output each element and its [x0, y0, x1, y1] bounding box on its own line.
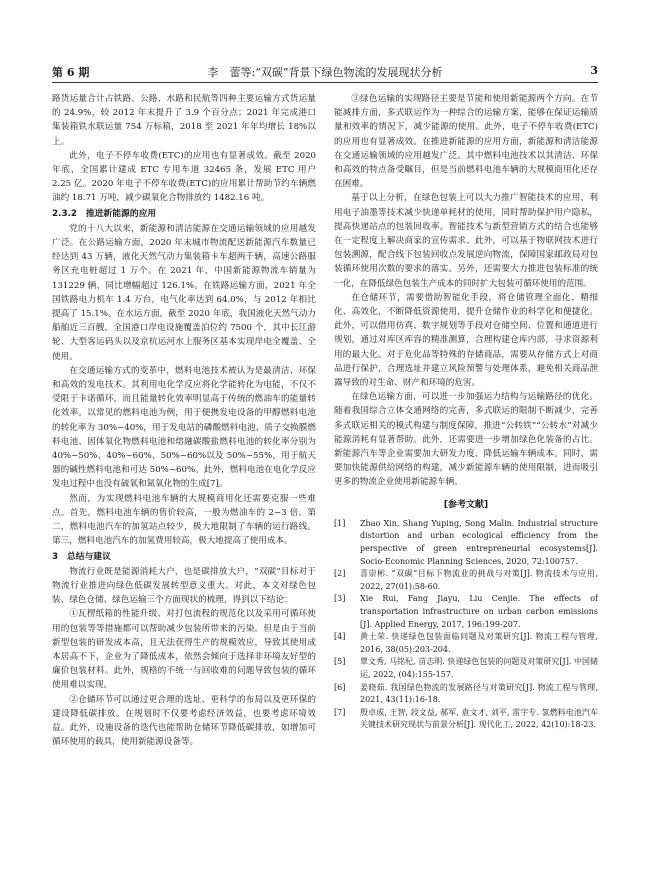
paragraph: 在仓储环节，需要借助智能化手段，将仓储管理全面化、精细化、高效化，不断降低资源使用，提升仓储作业的科学化和便捷化。此外，可以借用仿真、数字规划等手段对仓储空间、位置和通道进行规划，通过对库区库容的精准测算，合理构建仓库内部，寻求资源利用的最大化。对于危化品等特殊的存储商品，需要从存储方式上对商品进行保护，合理选址并建立风险预警与处理体系，避免相关商品泄露导致的对生命、财产和环境的危害。: [334, 292, 598, 389]
reference-number: [7]: [334, 707, 346, 717]
reference-item: [334, 518, 598, 568]
paragraph: 路货运量合计占铁路、公路、水路和民航等四种主要运输方式货运量的 24.9%，较 2012 年末提升了 3.9 个百分点；2021 年完成港口集装箱铁水联运量 754 万标箱，2018 至 2021 年年均增长 18%以上。: [52, 94, 316, 147]
reference-item: [334, 568, 598, 593]
paragraph: ①瓦楞纸箱的性能升级、对打包流程的规范化以及采用可循环使用的包装等等措施都可以帮助减少包装所带来的污染。但是由于当前新型包装的研发成本高，且无法获得生产的规模效应，导致其使用成本居高不下，企业为了降低成本，依然会倾向于选择非环境友好型的廉价包装材料。此外，规格的不统一与回收难的问题导致包装的循环使用难以实现。: [52, 609, 316, 691]
reference-number: [1]: [334, 518, 346, 528]
section-heading: 2.3.2 推进新能源的应用: [52, 208, 157, 219]
reference-text: 殷卓成, 王智, 段文益, 郝军, 袁文才, 刘平, 雷宇专. 氢燃料电池汽车关键技术研究现状与前景分析[J]. 现代化工, 2022, 42(10):18-23.: [360, 707, 598, 730]
paragraph: 在绿色运输方面，可以进一步加强运力结构与运输路径的优化。随着我国综合立体交通网络的完善，多式联运的限制不断减少，完善多式联运相关的模式构建与制度保障，推进“公转铁”“公转水”对减少能源消耗有显著帮助。此外，还需要进一步增加绿色化装备的占比。新能源汽车等企业需要加大研发力度，降低运输车辆成本。同时，需要加快能源供给网络的构建，减少新能源车辆的使用限制，进而吸引更多的物流企业使用新能源车辆。: [334, 392, 598, 488]
reference-text: Xie Rui, Fang Jiayu, Liu Cenjie. The effects of transportation infrastructure on urban carbon emissions [J]. Applied Energy, 2017, 196:199-207.: [360, 594, 598, 629]
paragraph: 此外，电子不停车收费(ETC)的应用也有显著成效。截至 2020 年底，全国累计建成 ETC 专用车道 32465 条，发展 ETC 用户 2.25 亿。2020 年电子不停车收费(ETC)的应用累计帮助节约车辆燃油约 18.71 万吨，减少碳氧化合物排放约 1482.16 吨。: [52, 150, 316, 204]
paragraph: 党的十八大以来，新能源和清洁能源在交通运输领域的应用越发广泛。在公路运输方面，2020 年末城市物流配送新能源汽车数量已经达到 43 万辆，液化天然气动力集装箱卡车超两千辆，高速公路服务区充电桩超过 1 万个。在 2021 年，中国新能源物流车销量为 131229 辆，同比增幅超过 126.1%。在铁路运输方面，2021 年全国铁路电力机车 1.4 万台，电气化率达到 64.0%，与 2012 年相比提高了 15.1%。在水运方面，截至 2020 年底，我国液化天然气动力船舶近三百艘，全国港口岸电设施覆盖泊位约 7500 个，其中长江游轮、大型客运码头以及京杭运河水上服务区基本实现岸电全覆盖、全使用。: [52, 223, 316, 362]
reference-number: [4]: [334, 632, 346, 642]
reference-item: [334, 656, 598, 681]
running-header: [52, 64, 598, 83]
reference-text: 姜晓茹. 我国绿色物流的发展路径与对策研究[J]. 物流工程与管理, 2021, 43(11):16-18.: [360, 682, 598, 705]
left-column: [52, 92, 316, 822]
paragraph: 在交通运输方式的变革中，燃料电池技术被认为是最清洁、环保和高效的发电技术。其利用电化学反应将化学能转化为电能，不仅不受限于卡诺循环，而且能量转化效率明显高于传统的燃油车的能量转化效率。以常见的燃料电池为例，用于便携发电设备的甲醇燃料电池的转化率为 30%~40%，用于发电站的磷酸燃料电池、质子交换膜燃料电池、固体氧化物燃料电池和熔融碳酸盐燃料电池的转化率分别为 40%~50%、40%~60%、50%~60%以及 50%~55%，用于航天器的碱性燃料电池和可达 50%~60%。此外，燃料电池在电化学反应发电过程中也没有硫氧和氮氧化物的生成[7]。: [52, 365, 316, 490]
reference-item: [334, 682, 598, 707]
running-title: 李 蕾等:“双碳”背景下绿色物流的发展现状分析: [207, 66, 443, 79]
reference-list: [334, 518, 598, 732]
reference-item: [334, 707, 598, 732]
references-heading: [参考文献]: [443, 499, 489, 510]
reference-text: 覃文秀, 马铭杞, 苗志明. 快递绿色包装的问题及对策研究[J]. 中国储运, 2022, (04):155-157.: [360, 657, 598, 680]
section-heading: 3 总结与建议: [52, 551, 111, 562]
paragraph: ③绿色运输的实现路径主要是节能和使用新能源两个方向。在节能减排方面，多式联运作为一种综合的运输方案，能够在保证运输质量和效率的情况下，减少能源的使用。此外，电子不停车收费(ETC)的应用也有显著成效。在推进新能源的应用方面，新能源和清洁能源在交通运输领域的应用越发广泛。其中燃料电池技术以其清洁、环保和高效的特点备受瞩目，但是当前燃料电池车辆的大规模商用化还存在困难。: [334, 94, 598, 190]
reference-number: [3]: [334, 594, 346, 604]
paragraph: ②仓储环节可以通过更合理的选址、更科学的布局以及更环保的建设降低碳排放。在规划时不仅要考虑经济效益，也要考虑环境效益。此外，设施设备的迭代也能帮助仓储环节降低碳排放，如增加可循环使用的载具，使用新能源设备等。: [52, 694, 316, 748]
page-number: 3: [590, 64, 598, 77]
right-column: [334, 92, 598, 852]
reference-text: 喜崇彬. “双碳”目标下物流业的挑战与对策[J]. 物流技术与应用, 2022, 27(01):58-60.: [360, 569, 598, 591]
issue-label: 第 6 期: [52, 66, 90, 79]
reference-number: [6]: [334, 682, 346, 692]
reference-item: [334, 593, 598, 631]
reference-number: [5]: [334, 657, 346, 667]
reference-text: 黄土荣. 快递绿色包装面临问题及对策研究[J]. 物流工程与管理, 2016, 38(05):203-204.: [360, 632, 598, 654]
paragraph: 基于以上分析，在绿色包装上可以大力推广智能技术的应用，利用电子油墨等技术减少快递单耗材的使用，同时帮助保护用户隐私，提高快递站点的包装回收率。智能技术与新型营销方式的结合也能够在一定程度上解决商家的宣传需求。此外，可以基于物联网技术进行包装溯源，配合线下包装回收点发展逆向物流，保障国家邮政局对包装循环使用次数的要求的落实。另外，还需要大力推进包装标准的统一化，在降低绿色包装生产成本的同时扩大包装可循环使用的范围。: [334, 193, 598, 289]
paragraph: 物流行业既是能源消耗大户，也是碳排放大户，“双碳”目标对于物流行业推进向绿色低碳发展转型意义重大。对此，本文对绿色包装、绿色仓储、绿色运输三个方面现状的梳理，得到以下结论：: [52, 566, 316, 606]
reference-text: Zhao Xin, Shang Yuping, Song Malin. Industrial structure distortion and urban ecological efficiency from the perspective of green entrepreneurial ecosystems[J]. Socio-Economic Planning Sciences, 2020, 72:100757.: [360, 518, 598, 566]
paragraph: 然而，为实现燃料电池车辆的大规模商用化还需要克服一些难点。首先，燃料电池车辆的售价较高，一般为燃油车的 2~3 倍。第二，燃料电池汽车的加氢站点较少，极大地限制了车辆的运行路线。第三，燃料电池汽车的加氢费用较高，极大地提高了使用成本。: [52, 493, 316, 547]
reference-item: [334, 631, 598, 656]
reference-number: [2]: [334, 569, 346, 579]
